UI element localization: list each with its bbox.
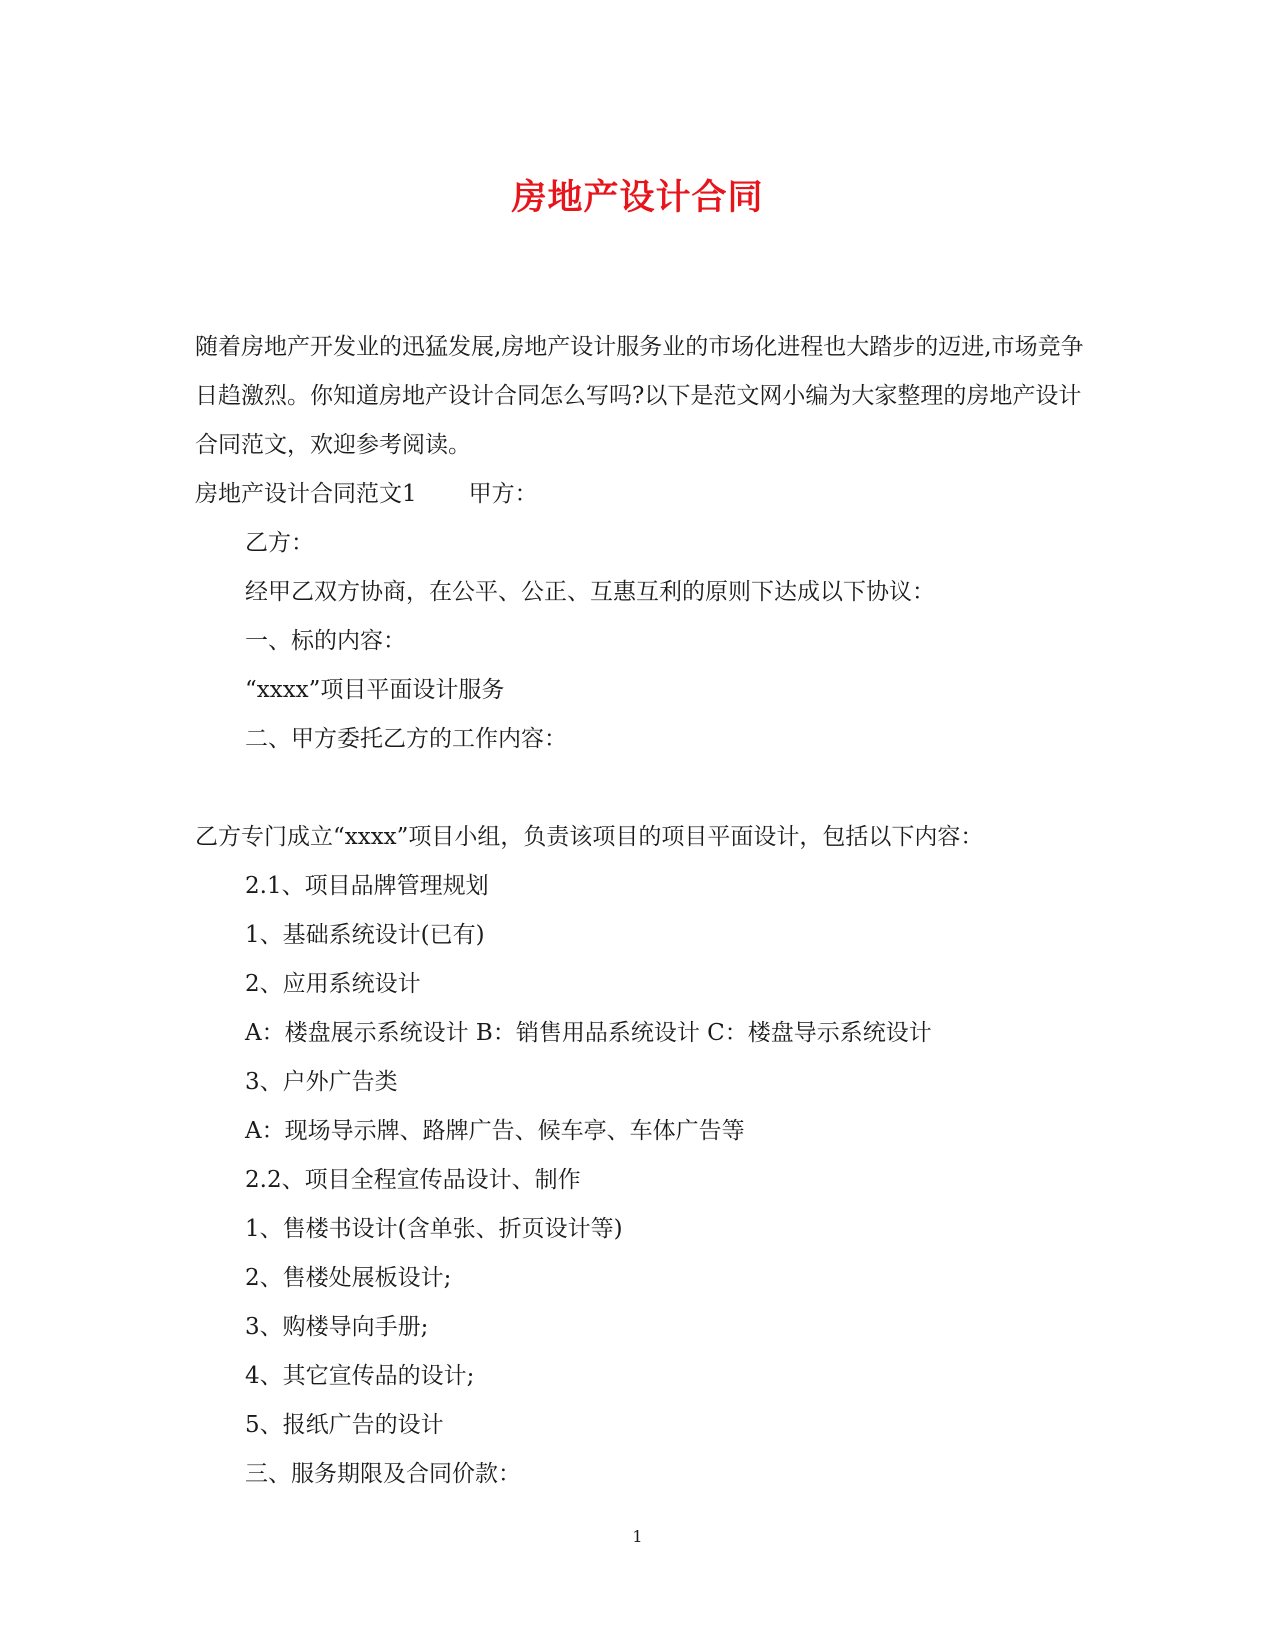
- service-name-line: “xxxx”项目平面设计服务: [245, 677, 505, 703]
- sample-heading-line: [195, 470, 1095, 519]
- list-item: 1、售楼书设计(含单张、折页设计等): [245, 1216, 623, 1242]
- team-line: 乙方专门成立“xxxx”项目小组，负责该项目的项目平面设计，包括以下内容：: [195, 824, 984, 850]
- list-item: 3、户外广告类: [245, 1069, 398, 1095]
- document-body: [195, 323, 1095, 1499]
- list-item: 2.1、项目品牌管理规划: [245, 873, 489, 899]
- list-item: 2、售楼处展板设计;: [245, 1265, 452, 1291]
- list-item: 2、应用系统设计: [245, 971, 421, 997]
- list-item: A：楼盘展示系统设计 B：销售用品系统设计 C：楼盘导示系统设计: [245, 1020, 932, 1046]
- list-item: 4、其它宣传品的设计;: [245, 1363, 475, 1389]
- sample-heading: 房地产设计合同范文1: [195, 481, 417, 507]
- party-a-label: 甲方：: [468, 481, 538, 507]
- list-item: 2.2、项目全程宣传品设计、制作: [245, 1167, 581, 1193]
- page-number: 1: [632, 1527, 643, 1546]
- list-item: 3、购楼导向手册;: [245, 1314, 429, 1340]
- section-heading-1: 一、标的内容：: [245, 628, 406, 654]
- agreement-line: 经甲乙双方协商，在公平、公正、互惠互利的原则下达成以下协议：: [245, 579, 935, 605]
- party-b-line: 乙方：: [245, 530, 314, 556]
- section-heading-3: 三、服务期限及合同价款：: [245, 1461, 521, 1487]
- paragraph-gap: [195, 764, 1095, 813]
- list-item: A：现场导示牌、路牌广告、候车亭、车体广告等: [245, 1118, 745, 1144]
- intro-paragraph: 随着房地产开发业的迅猛发展,房地产设计服务业的市场化进程也大踏步的迈进,市场竞争日趋激烈。你知道房地产设计合同怎么写吗?以下是范文网小编为大家整理的房地产设计合同范文，欢迎参考阅读。: [195, 334, 1084, 458]
- list-item: 1、基础系统设计(已有): [245, 922, 485, 948]
- list-item: 5、报纸广告的设计: [245, 1412, 444, 1438]
- section-heading-2: 二、甲方委托乙方的工作内容：: [245, 726, 567, 752]
- document-title: 房地产设计合同: [511, 177, 764, 218]
